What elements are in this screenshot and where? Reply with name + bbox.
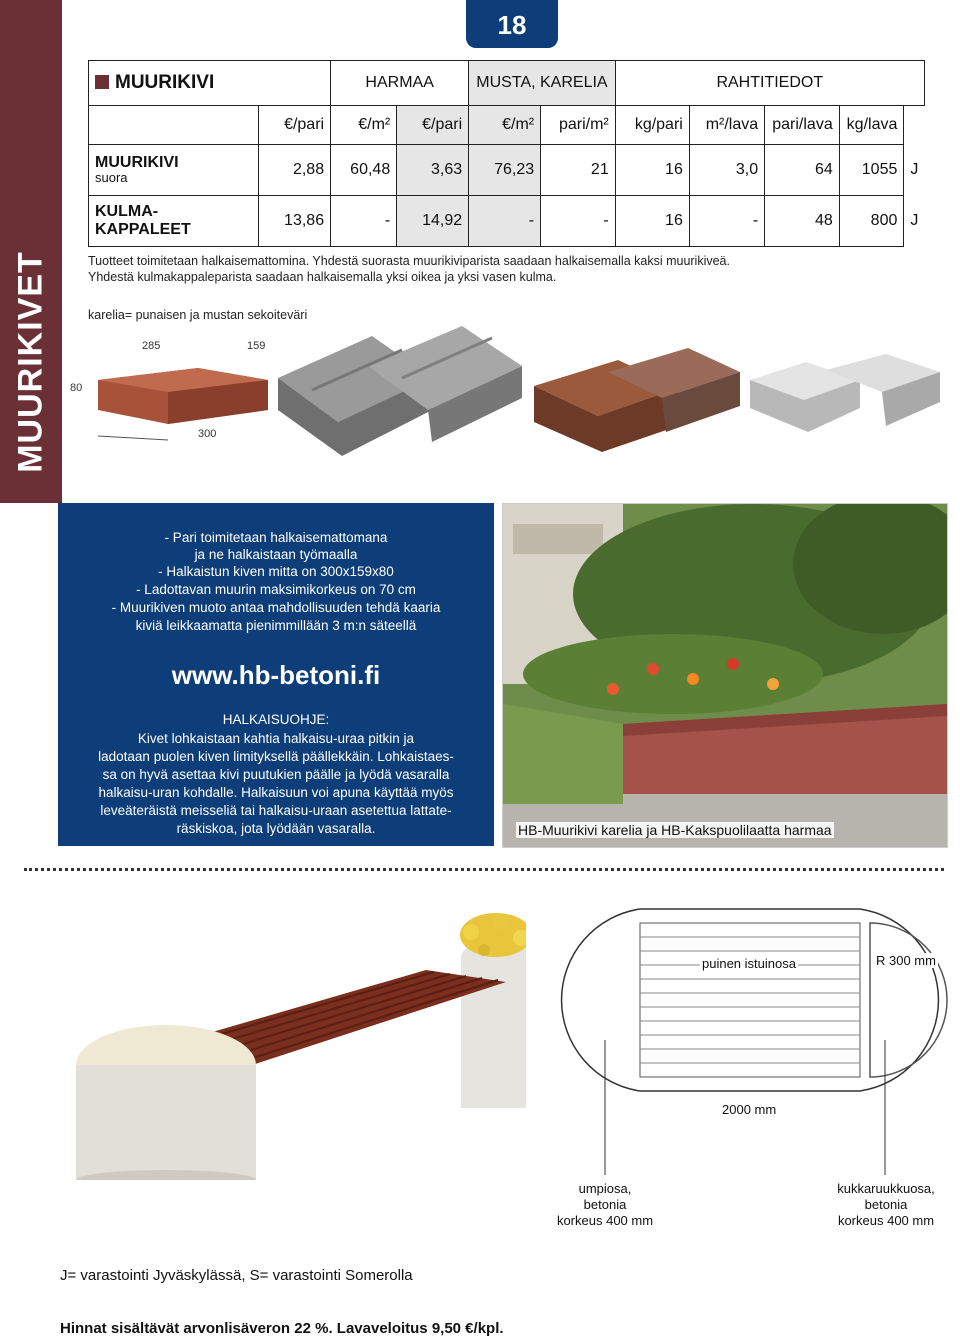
info-line: - Pari toimitetaan halkaisemattomana xyxy=(164,530,388,545)
product-title: MUURIKIVI xyxy=(115,72,215,93)
empty-cell xyxy=(89,106,259,145)
grey-stone-pair-image xyxy=(272,318,532,458)
label-line: kukkaruukkuosa, xyxy=(837,1181,935,1196)
stock-cell: J xyxy=(910,212,919,229)
price-note: Hinnat sisältävät arvonlisäveron 22 %. Lavaveloitus 9,50 €/kpl. xyxy=(60,1320,504,1337)
value-cell: 14,92 xyxy=(397,196,469,247)
row-sub: KAPPALEET xyxy=(95,221,191,238)
product-title-cell xyxy=(89,61,331,106)
value-cell: 2,88 xyxy=(259,145,331,196)
value-cell: 21 xyxy=(541,145,616,196)
info-line: ja ne halkaistaan työmaalla xyxy=(194,547,358,562)
guide-line: räskiskoa, jota lyödään vasaralla. xyxy=(176,821,376,836)
website-link[interactable]: www.hb-betoni.fi xyxy=(171,660,381,690)
unit-cell: €/pari xyxy=(397,106,469,145)
header-rahti: RAHTITIEDOT xyxy=(615,61,924,106)
value-cell: 60,48 xyxy=(331,145,397,196)
header-harmaa: HARMAA xyxy=(331,61,469,106)
stock-cell: J xyxy=(910,161,919,178)
guide-line: Kivet lohkaistaan kahtia halkaisu-uraa pitkin ja xyxy=(137,731,415,746)
table-row xyxy=(89,145,954,196)
bench-image xyxy=(56,880,526,1180)
empty-cell xyxy=(904,106,925,145)
row-sub: suora xyxy=(95,170,128,185)
karelia-note: karelia= punaisen ja mustan sekoiteväri xyxy=(88,308,308,322)
label-line: korkeus 400 mm xyxy=(556,1213,654,1228)
unit-cell: pari/m² xyxy=(541,106,616,145)
guide-line: leveäteräistä meisseliä tai halkaisu-uraan asetettua lattate- xyxy=(100,803,452,818)
photo-caption: HB-Muurikivi karelia ja HB-Kakspuolilaatta harmaa xyxy=(518,822,832,838)
value-cell: 16 xyxy=(615,145,689,196)
radius-label: R 300 mm xyxy=(876,953,936,968)
dim-depth: 159 xyxy=(247,340,266,352)
unit-cell: €/m² xyxy=(469,106,541,145)
value-cell: 76,23 xyxy=(469,145,541,196)
unit-cell: €/m² xyxy=(331,106,397,145)
value-cell: - xyxy=(331,196,397,247)
garden-photo xyxy=(502,503,948,848)
guide-title: HALKAISUOHJE: xyxy=(222,712,330,727)
storage-note: J= varastointi Jyväskylässä, S= varastointi Somerolla xyxy=(60,1267,413,1284)
info-line: - Halkaistun kiven mitta on 300x159x80 xyxy=(158,564,394,579)
value-cell: - xyxy=(469,196,541,247)
label-line: betonia xyxy=(864,1197,908,1212)
info-line: kiviä leikkaamatta pienimmillään 3 m:n säteellä xyxy=(135,618,417,633)
length-label: 2000 mm xyxy=(722,1102,777,1117)
value-cell: 3,63 xyxy=(397,145,469,196)
value-cell: 64 xyxy=(765,145,840,196)
price-table xyxy=(88,60,954,247)
table-unit-row xyxy=(89,106,954,145)
left-part-label xyxy=(540,1181,670,1229)
value-cell: 48 xyxy=(765,196,840,247)
value-cell: 1055 xyxy=(839,145,904,196)
value-cell: - xyxy=(541,196,616,247)
karelia-stone-pair-image xyxy=(528,340,743,455)
dim-length: 300 xyxy=(198,428,217,440)
info-box xyxy=(58,503,494,846)
side-title: MUURIKIVET xyxy=(11,251,50,473)
guide-line: halkaisu-uran kohdalle. Halkaisuun voi apuna käyttää myös xyxy=(98,785,454,800)
garden-photo-illustration xyxy=(503,504,947,847)
note-line: Yhdestä kulmakappaleparista saadaan halkaisemalla yksi oikea ja yksi vasen kulma. xyxy=(88,270,557,284)
row-name-cell xyxy=(89,145,259,196)
side-tab xyxy=(0,0,62,503)
guide-line: sa on hyvä asettaa kivi puutukien päälle ja lyödä vasaralla xyxy=(102,767,450,782)
value-cell: 13,86 xyxy=(259,196,331,247)
dotted-separator xyxy=(24,868,944,871)
guide-line: ladotaan puolen kiven limityksellä päällekkäin. Lohkaistaes- xyxy=(98,749,454,764)
value-cell: 3,0 xyxy=(689,145,764,196)
table-row xyxy=(89,196,954,247)
empty-cell xyxy=(924,61,953,106)
info-line: - Ladottavan muurin maksimikorkeus on 70 cm xyxy=(136,582,416,597)
row-name: KULMA- xyxy=(95,203,159,220)
unit-cell: m²/lava xyxy=(689,106,764,145)
note-line: Tuotteet toimitetaan halkaisemattomina. Yhdestä suorasta muurikiviparista saadaan halkaisemalla kaksi muurikiveä. xyxy=(88,254,730,268)
seat-label: puinen istuinosa xyxy=(702,956,796,971)
row-name: MUURIKIVI xyxy=(95,154,179,171)
label-line: korkeus 400 mm xyxy=(837,1213,935,1228)
label-line: umpiosa, xyxy=(578,1181,632,1196)
leader-lines xyxy=(600,1040,890,1180)
white-stone-pair-image xyxy=(746,350,942,445)
value-cell: 800 xyxy=(839,196,904,247)
dim-height: 80 xyxy=(70,382,83,394)
value-cell: 16 xyxy=(615,196,689,247)
header-musta: MUSTA, KARELIA xyxy=(469,61,616,106)
unit-cell: pari/lava xyxy=(765,106,840,145)
brick-dimension-drawing xyxy=(88,340,278,450)
right-part-label xyxy=(816,1181,956,1229)
info-line: - Muurikiven muoto antaa mahdollisuuden tehdä kaaria xyxy=(111,600,441,615)
square-bullet-icon xyxy=(95,75,109,89)
row-name-cell xyxy=(89,196,259,247)
label-line: betonia xyxy=(583,1197,627,1212)
unit-cell: €/pari xyxy=(259,106,331,145)
page-number: 18 xyxy=(466,0,558,48)
unit-cell: kg/lava xyxy=(839,106,904,145)
dim-width: 285 xyxy=(142,340,161,352)
unit-cell: kg/pari xyxy=(615,106,689,145)
table-header-row xyxy=(89,61,954,106)
value-cell: - xyxy=(689,196,764,247)
